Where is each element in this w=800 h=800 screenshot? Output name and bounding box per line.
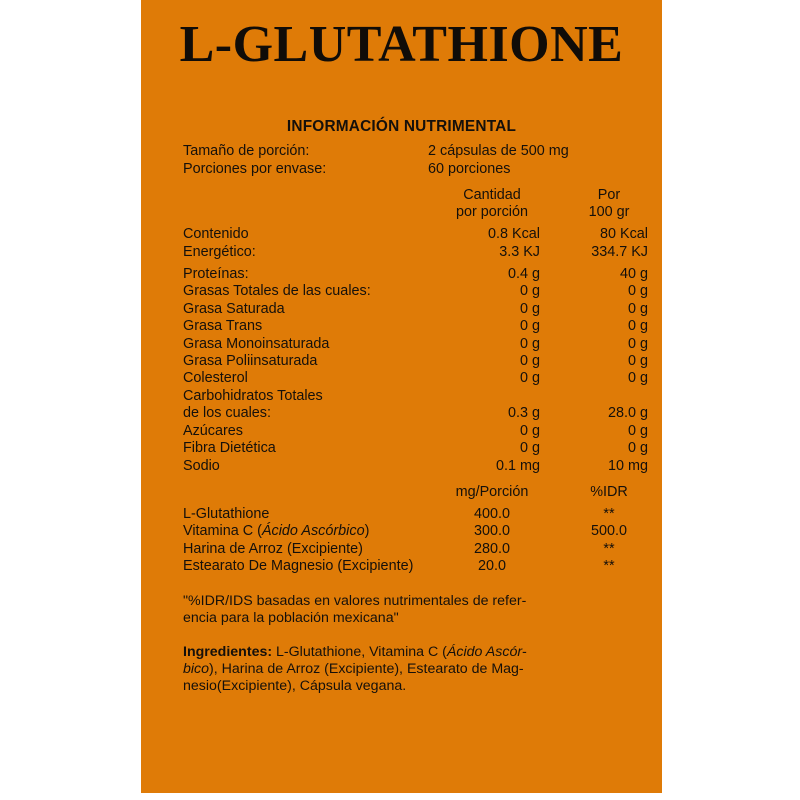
empty-corner-2 <box>183 204 428 221</box>
table-row <box>183 423 662 440</box>
active-amount: 400.0 <box>473 505 510 522</box>
nutrient-per-100g <box>556 388 662 405</box>
nutrient-per-100g: 0 g <box>627 300 648 317</box>
nutrient-per-serving: 0 g <box>519 440 540 457</box>
servings-per-container-label: Porciones por envase: <box>183 160 327 177</box>
nutrition-label-panel <box>141 0 662 793</box>
nutrient-per-100g: 0 g <box>627 422 648 439</box>
nutrient-name: Azúcares <box>183 422 243 439</box>
nutrient-per-serving: 0 g <box>519 318 540 335</box>
table-row <box>183 405 662 422</box>
nutrient-per-100g: 0 g <box>627 283 648 300</box>
nutrition-table <box>183 143 662 575</box>
nutrient-name: Grasa Saturada <box>183 300 285 317</box>
page-title: L-GLUTATHIONE <box>179 16 624 73</box>
table-row <box>183 458 662 475</box>
empty-corner <box>183 187 428 204</box>
nutrient-per-serving: 0 g <box>519 353 540 370</box>
table-row <box>183 541 662 558</box>
nutrient-name: Grasa Monoinsaturada <box>183 335 330 352</box>
nutrient-per-serving: 0 g <box>519 370 540 387</box>
table-row <box>183 506 662 523</box>
energy-kj-per-100g: 334.7 KJ <box>591 243 648 260</box>
active-idr: 500.0 <box>590 523 627 540</box>
active-amount: 300.0 <box>473 523 510 540</box>
ingredients-italic2: bico <box>183 661 210 678</box>
nutrient-name: Carbohidratos Totales <box>183 387 323 404</box>
nutrient-per-serving <box>428 388 556 405</box>
table-row <box>183 370 662 387</box>
active-name-plain: Estearato De Magnesio (Excipiente) <box>183 558 414 575</box>
table-row <box>183 336 662 353</box>
idr-footnote-line2: encia para la población mexicana" <box>183 609 399 626</box>
nutrient-per-100g: 0 g <box>627 353 648 370</box>
serving-size-value: 2 cápsulas de 500 mg <box>428 143 569 160</box>
ingredients-italic1: Ácido Ascór- <box>446 643 527 660</box>
nutrient-name: Grasas Totales de las cuales: <box>183 283 371 300</box>
energy-kcal-per-100g: 80 Kcal <box>600 226 648 243</box>
ingredients-part1: L-Glutathione, Vitamina C ( <box>272 643 447 660</box>
column-header-per-100g-line2: 100 gr <box>588 204 630 221</box>
column-header-per-serving-line1: Cantidad <box>463 187 521 204</box>
column-header-mg-per-serving: mg/Porción <box>455 483 529 500</box>
actives-column-headers <box>183 484 662 501</box>
nutrient-per-serving: 0 g <box>519 283 540 300</box>
ingredients-label: Ingredientes: <box>183 643 273 660</box>
nutrient-per-100g: 28.0 g <box>607 405 648 422</box>
table-row <box>183 318 662 335</box>
table-row <box>183 353 662 370</box>
table-row <box>183 440 662 457</box>
nutrient-per-100g: 0 g <box>627 318 648 335</box>
table-row <box>183 558 662 575</box>
active-name <box>183 506 428 523</box>
table-row <box>183 301 662 318</box>
table-row-energy-kcal <box>183 226 662 243</box>
idr-footnote <box>183 593 638 627</box>
section-heading: INFORMACIÓN NUTRIMENTAL <box>286 118 517 135</box>
nutrient-name: Sodio <box>183 457 220 474</box>
spacer <box>183 178 662 187</box>
nutrient-per-100g: 40 g <box>619 266 648 283</box>
nutrient-per-serving: 0.1 mg <box>496 457 540 474</box>
column-header-per-100g-line1: Por <box>597 187 621 204</box>
nutrient-per-serving: 0.3 g <box>507 405 540 422</box>
energy-label-line1: Contenido <box>183 226 249 243</box>
nutrient-name: Colesterol <box>183 370 248 387</box>
idr-footnote-line1: "%IDR/IDS basadas en valores nutrimentales de refer- <box>183 592 527 609</box>
active-name <box>183 541 428 558</box>
table-row-energy-kj <box>183 244 662 261</box>
active-name-plain: Vitamina C ( <box>183 523 262 540</box>
active-name-tail: ) <box>364 523 370 540</box>
nutrient-per-serving: 0 g <box>519 300 540 317</box>
ingredients-part2: ), Harina de Arroz (Excipiente), Estearato de Mag- <box>209 661 524 678</box>
table-row <box>183 388 662 405</box>
nutrient-name: Grasa Poliinsaturada <box>183 353 318 370</box>
nutrient-name: Grasa Trans <box>183 318 263 335</box>
serving-size-label: Tamaño de porción: <box>183 143 310 160</box>
table-row-servings-per-container <box>183 161 662 178</box>
nutrient-per-100g: 10 mg <box>608 457 648 474</box>
nutrient-name: Proteínas: <box>183 266 249 283</box>
active-name <box>183 558 428 575</box>
servings-per-container-value: 60 porciones <box>428 160 511 177</box>
spacer <box>183 475 662 484</box>
active-name-plain: Harina de Arroz (Excipiente) <box>183 540 363 557</box>
table-row <box>183 266 662 283</box>
empty-corner-3 <box>183 484 428 501</box>
nutrition-facts-body <box>141 118 662 696</box>
nutrient-per-serving: 0 g <box>519 422 540 439</box>
active-name-plain: L-Glutathione <box>183 505 270 522</box>
nutrient-name: Fibra Dietética <box>183 440 276 457</box>
nutrient-per-serving: 0.4 g <box>507 266 540 283</box>
table-column-headers-line1 <box>183 187 662 204</box>
table-column-headers-line2 <box>183 204 662 221</box>
active-idr: ** <box>603 558 615 575</box>
active-name <box>183 523 428 540</box>
active-idr: ** <box>603 540 615 557</box>
active-amount: 20.0 <box>477 558 506 575</box>
nutrient-per-100g: 0 g <box>627 440 648 457</box>
table-row <box>183 283 662 300</box>
table-row <box>183 523 662 540</box>
ingredients-part3: nesio(Excipiente), Cápsula vegana. <box>183 678 407 695</box>
active-amount: 280.0 <box>473 540 510 557</box>
column-header-idr: %IDR <box>590 483 628 500</box>
column-header-per-serving-line2: por porción <box>456 204 528 221</box>
nutrient-per-100g: 0 g <box>627 370 648 387</box>
nutrient-name: de los cuales: <box>183 405 271 422</box>
energy-kj-per-serving: 3.3 KJ <box>499 243 540 260</box>
ingredients-paragraph <box>183 644 638 696</box>
active-idr: ** <box>603 505 615 522</box>
active-name-italic: Ácido Ascórbico <box>261 523 365 540</box>
nutrient-per-serving: 0 g <box>519 335 540 352</box>
energy-label-line2: Energético: <box>183 243 256 260</box>
nutrient-per-100g: 0 g <box>627 335 648 352</box>
energy-kcal-per-serving: 0.8 Kcal <box>488 226 540 243</box>
table-row-serving-size <box>183 143 662 160</box>
